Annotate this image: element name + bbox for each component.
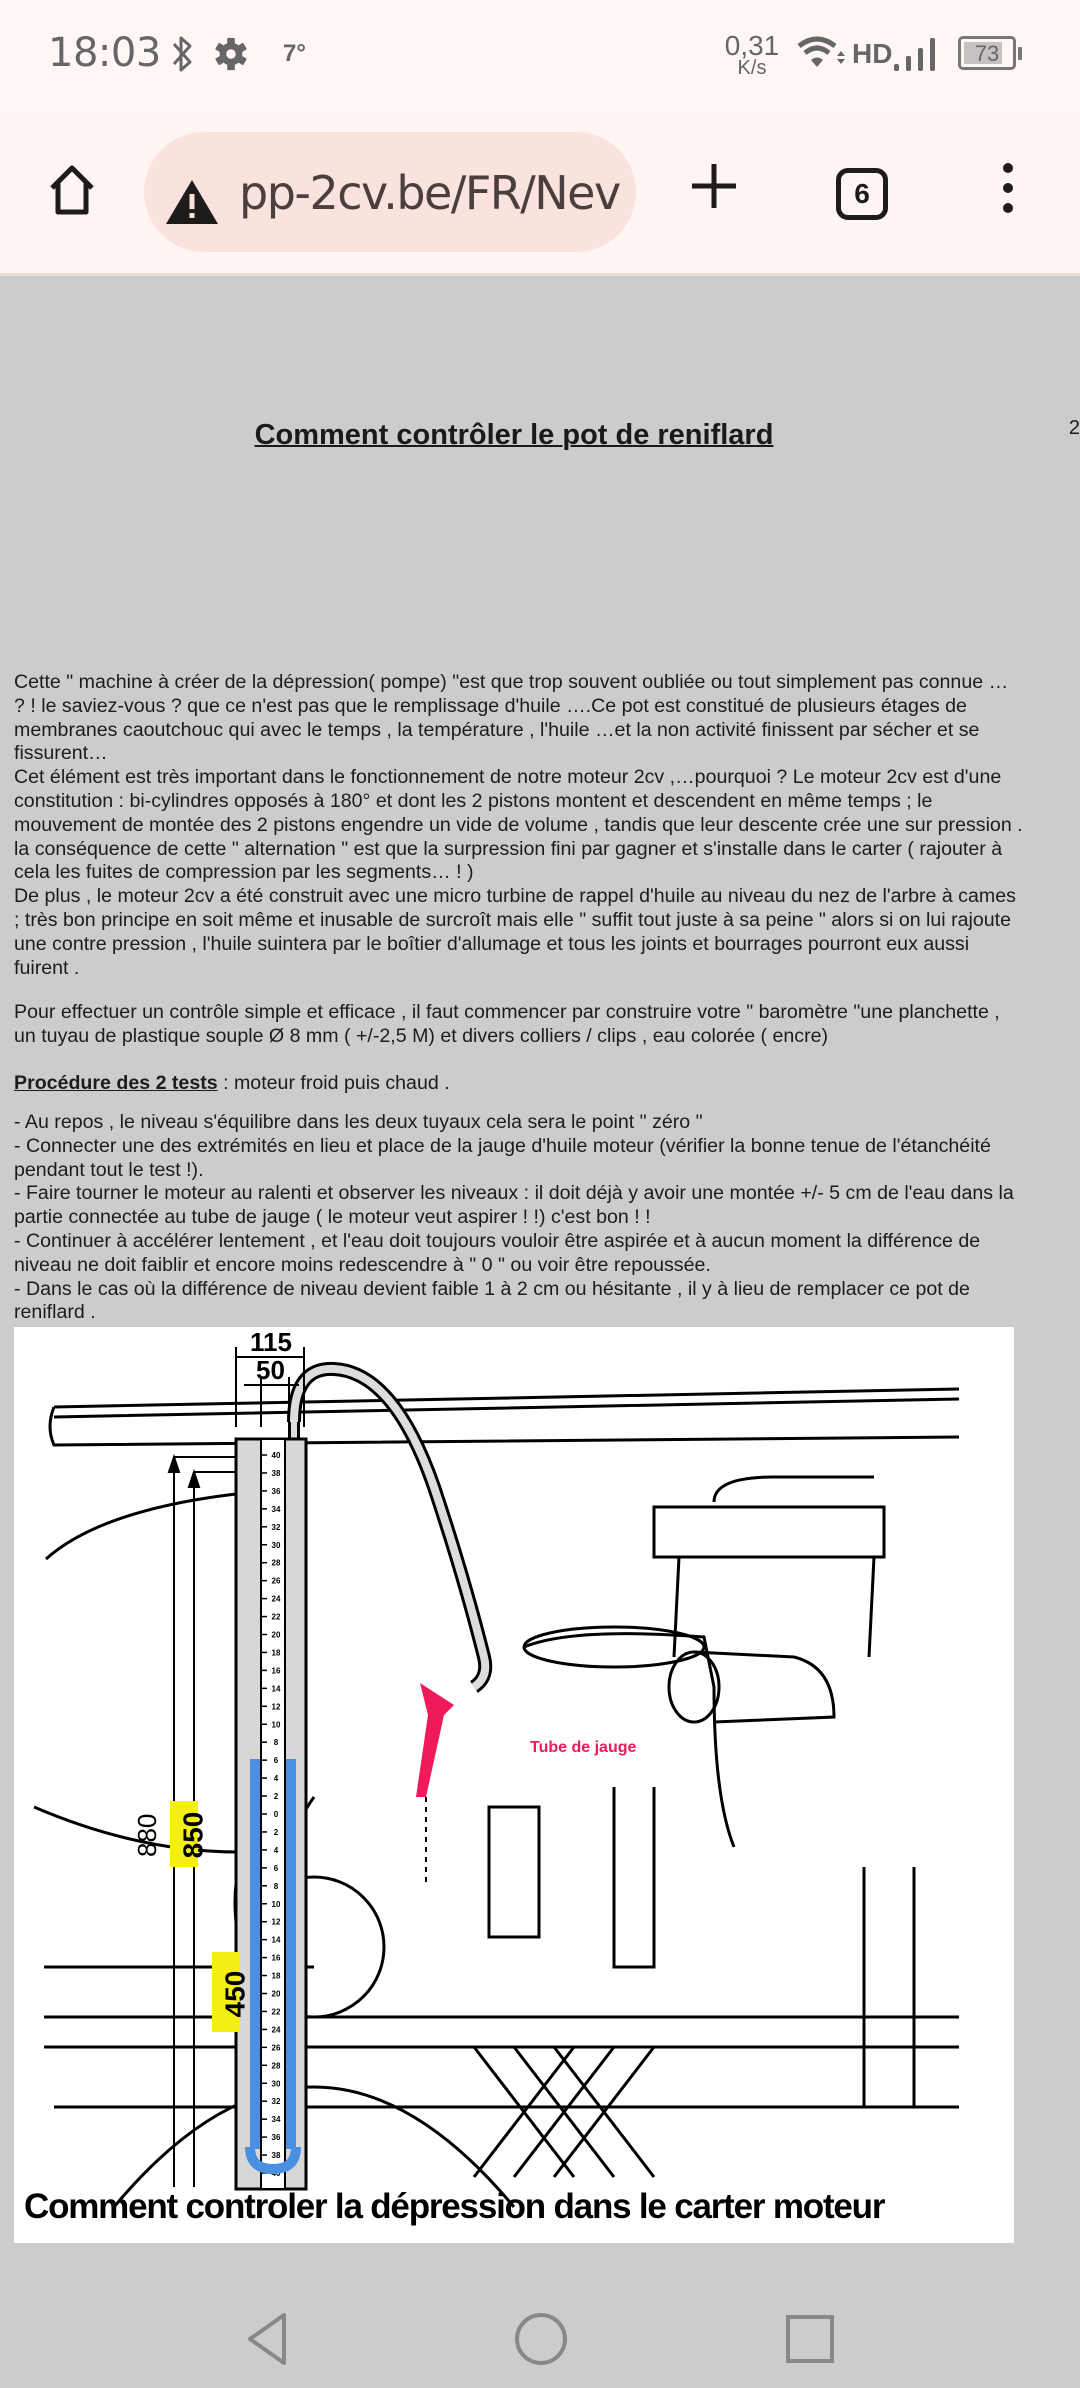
dipstick-tube-highlight [416,1683,454,1797]
materials-paragraph: Pour effectuer un contrôle simple et efficace , il faut commencer par construire votre " baromètre "une planchette , un tuyau de plastique souple Ø 8 mm ( +/-2,5 M) et divers colliers / clips , eau colorée ( encre) [14,1001,1000,1047]
page-title: Comment contrôler le pot de reniflard [254,419,774,451]
intro-paragraph [14,671,1024,980]
ruler-label: 6 [273,1756,279,1766]
ruler-label: 36 [271,2133,281,2143]
cable [46,1492,254,1559]
web-page [0,279,1080,2299]
dimension-880-text: 880 [132,1813,162,1857]
bluetooth-icon [168,34,196,74]
ruler-label: 34 [271,2115,281,2125]
ruler-label: 32 [271,1522,281,1532]
ruler-label: 14 [271,1684,281,1694]
ruler-label: 22 [271,2007,281,2017]
figure-caption: Comment controler la dépression dans le carter moteur [24,2187,885,2226]
ruler-label: 20 [271,1630,281,1640]
step-item: - Faire tourner le moteur au ralenti et observer les niveaux : il doit déjà y avoir une montée +/- 5 cm de l'eau dans la partie connectée au tube de jauge ( le moteur veut aspirer ! !) c'est bon ! ! [14,1182,1014,1229]
ruler-label: 26 [271,1576,281,1586]
signal-icon [890,36,946,72]
dimension-115: 115 [250,1327,292,1357]
step-item: - Connecter une des extrémités en lieu et place de la jauge d'huile moteur (vérifier la bonne tenue de l'étanchéité pendant tout le test !). [14,1134,991,1181]
battery-box [654,1507,884,1557]
ruler-label: 38 [271,2151,281,2161]
ruler-label: 30 [271,1540,281,1550]
ruler-label: 24 [271,2025,281,2035]
ruler-label: 12 [271,1917,281,1927]
browser-toolbar [0,110,1080,276]
battery-icon [958,36,1016,70]
page-number: 2 [1068,417,1080,439]
procedure-intro: : moteur froid puis chaud . [217,1072,450,1094]
ruler-label: 34 [271,1504,281,1514]
engine-drawing [14,1327,1014,2243]
clock: 18:03 [48,30,161,76]
procedure-steps [14,1111,1024,1325]
step-item: - Continuer à accélérer lentement , et l'eau doit toujours vouloir être aspirée et à aucun moment la différence de niveau ne doit faiblir et encore moins redescendre à " 0 " ou voir être repoussée. [14,1229,981,1276]
paragraph-text: Cette " machine à créer de la dépression( pompe) "est que trop souvent oubliée ou tout simplement pas connue … ? ! le saviez-vous ? que ce n'est pas que le remplissage d'huile ….Ce pot est constitué de plusieurs étages de membranes caoutchouc qui avec le temps , la température , l'huile …et la non activité finissent par sécher et se fissurent… [14,671,1009,765]
dimension-850-text: 850 [177,1811,209,1859]
ruler-label: 20 [271,1989,281,1999]
wifi-icon [797,36,845,70]
water-column-right [286,1759,296,2149]
ruler-label: 40 [271,1451,281,1460]
ruler-label: 36 [271,1486,281,1496]
step-item: - Au repos , le niveau s'équilibre dans les deux tuyaux cela sera le point " zéro " [14,1111,703,1133]
home-circle-icon[interactable] [511,2309,571,2369]
ruler-label: 6 [273,1863,279,1873]
ruler-label: 4 [273,1845,279,1855]
home-icon[interactable] [44,162,100,218]
ruler-label: 28 [271,1558,281,1568]
weather-temperature: 7° [283,40,306,67]
network-speed [722,32,782,78]
ruler-label: 8 [273,1738,279,1748]
settings-gear-icon [212,34,250,74]
ruler-label: 2 [273,1827,279,1837]
ruler-label: 30 [271,2079,281,2089]
crosshatch [474,2047,654,2177]
ruler-label: 16 [271,1666,281,1676]
paragraph-text: Cet élément est très important dans le fonctionnement de notre moteur 2cv ,…pourquoi ? Le moteur 2cv est d'une constitution : bi-cylindres opposés à 180° et dont les 2 pistons montent et descendent en même temps ; le mouvement de montée des 2 pistons engendre un vide de volume , tandis que leur descente crée une sur pression . la conséquence de cette " alternation " est que la surpression fini par gagner et s'installe dans le carter ( rajouter à cela les fuites de compression par les segments… ! ) [14,766,1023,884]
pipe-end [669,1652,719,1722]
system-nav-bar [0,2299,1080,2388]
network-speed-value: 0,31 [724,30,780,61]
warning-icon[interactable] [164,178,220,226]
ruler-label: 40 [271,2169,281,2178]
step-item: - Dans le cas où la différence de niveau devient faible 1 à 2 cm ou hésitante , il y à lieu de remplacer ce pot de reniflard . [14,1277,970,1324]
procedure-line [14,1072,1024,1096]
ruler-label: 38 [271,1468,281,1478]
manometer-diagram [14,1327,1014,2243]
dimension-50: 50 [256,1355,285,1385]
ruler-label: 12 [271,1702,281,1712]
address-bar[interactable] [144,132,636,252]
engine-rail [50,1389,959,1445]
procedure-heading: Procédure des 2 tests [14,1072,218,1094]
ruler-label: 28 [271,2061,281,2071]
network-type: HD [852,38,893,69]
ruler-label: 24 [271,1594,281,1604]
url-text[interactable]: pp-2cv.be/FR/Nev [239,166,620,220]
recents-icon[interactable] [780,2309,840,2369]
dimension-850-highlight [170,1801,209,1867]
more-menu-icon[interactable] [990,162,1026,214]
ruler-label: 14 [271,1935,281,1945]
ruler-label: 2 [273,1792,279,1802]
ruler-label: 32 [271,2097,281,2107]
ruler-label: 22 [271,1612,281,1622]
ruler-label: 26 [271,2043,281,2053]
ruler-label: 8 [273,1881,279,1891]
ruler-label: 16 [271,1953,281,1963]
ruler-label: 10 [271,1720,281,1730]
tube-label: Tube de jauge [530,1739,637,1756]
back-icon[interactable] [240,2309,300,2369]
ruler-label: 0 [273,1810,279,1819]
ruler-label: 4 [273,1774,279,1784]
dimension-450-highlight [212,1952,251,2032]
ruler-label: 18 [271,1971,281,1981]
dimension-450-text: 450 [219,1970,251,2018]
manometer-hose [294,1369,485,1687]
ruler-label: 10 [271,1899,281,1909]
paragraph-text: De plus , le moteur 2cv a été construit avec une micro turbine de rappel d'huile au niveau du nez de l'arbre à cames ; très bon principe en soit même et inusable de surcroît mais elle " suffit tout juste à sa peine " alors si on lui rajoute une contre pression , l'huile suintera par le boîtier d'allumage et tous les joints et bourrages pourront eux aussi fuirent . [14,885,1016,979]
network-speed-unit: K/s [737,57,767,79]
ruler-label: 18 [271,1648,281,1658]
dimension-880 [132,1813,172,1887]
status-bar [0,0,1080,110]
new-tab-icon[interactable] [688,160,740,212]
battery-percent: 73 [974,41,1000,66]
tabs-button[interactable]: 6 [836,168,888,220]
water-column-left [250,1759,260,2149]
